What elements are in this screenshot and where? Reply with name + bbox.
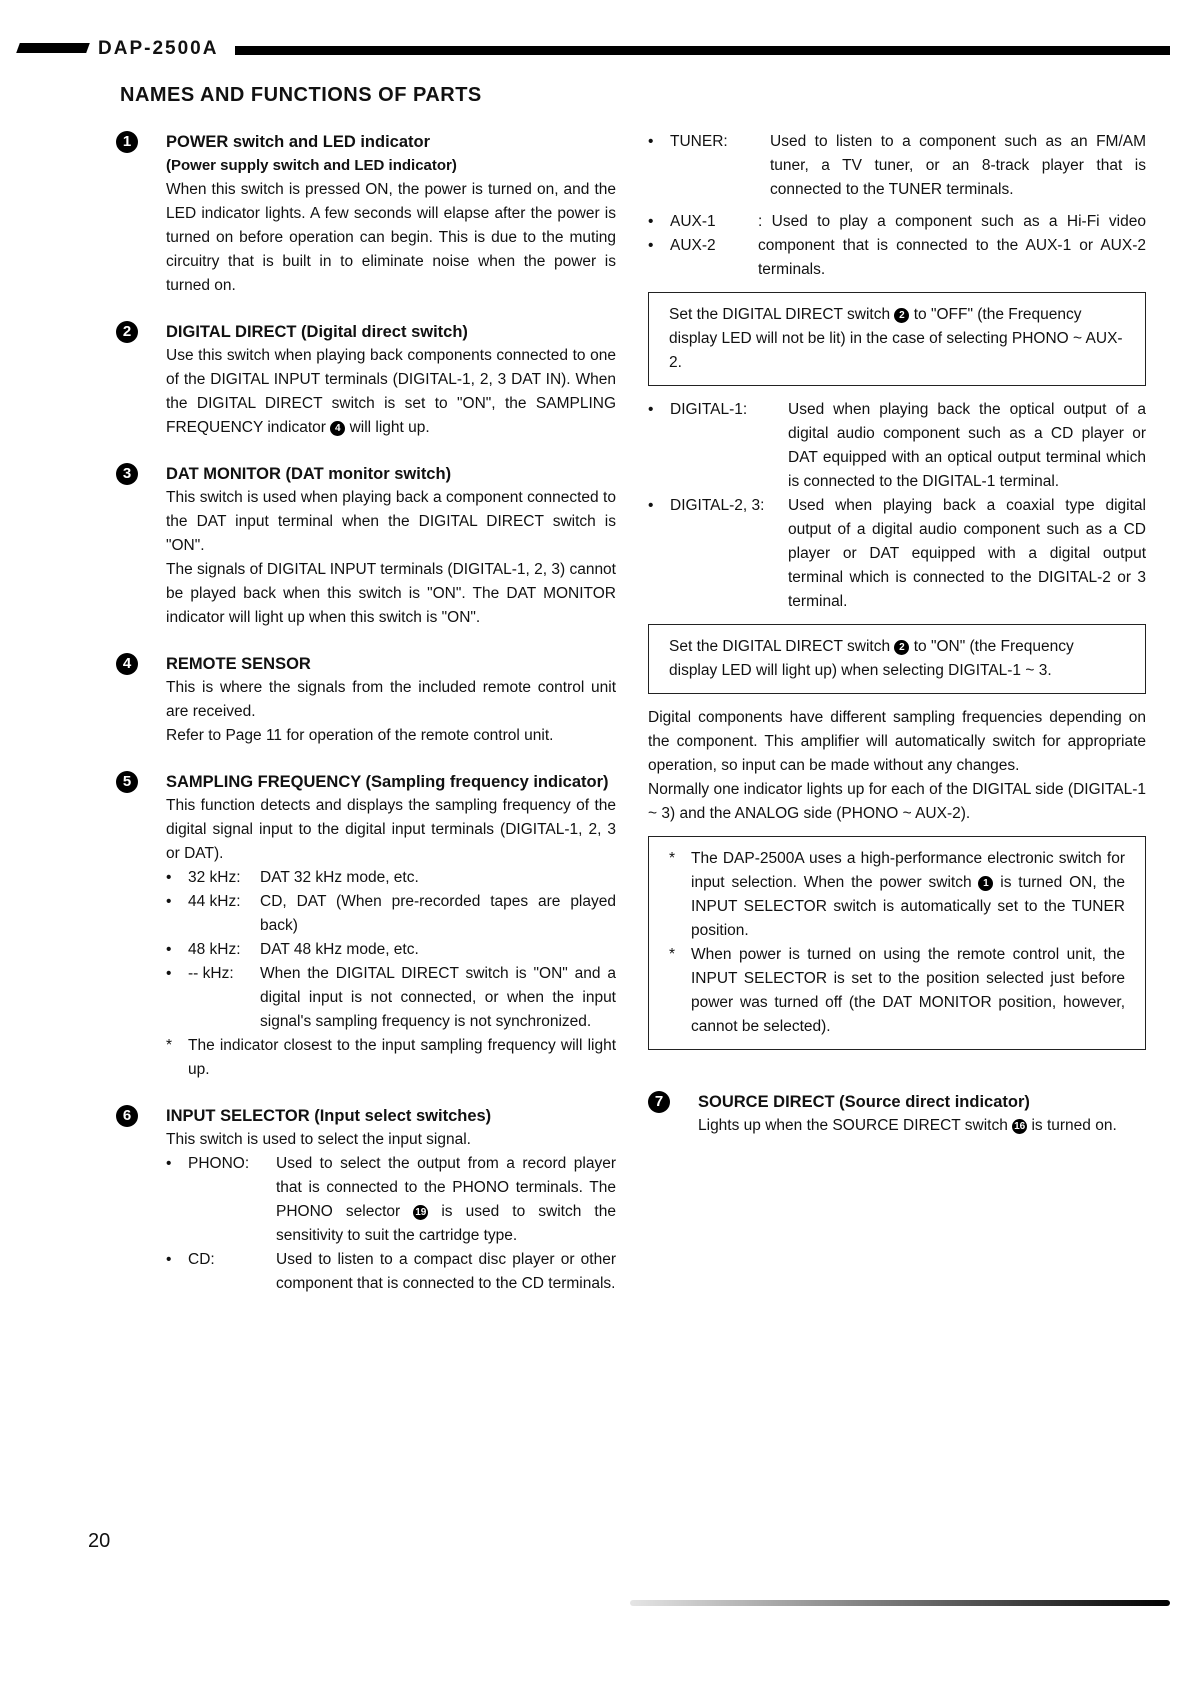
section-number-badge: 4 xyxy=(116,653,138,675)
reference-number: 16 xyxy=(1014,1121,1026,1132)
left-column xyxy=(116,130,616,1318)
item-label: AUX-1 AUX-2 xyxy=(670,213,716,254)
note-text: The indicator closest to the input sampling frequency will light up. xyxy=(188,1037,616,1078)
list-item: • TUNER: Used to listen to a component such as an FM/AM tuner, a TV tuner, or an 8-track player that is connected to the TUNER terminals. xyxy=(648,130,1146,202)
list-item: • PHONO: Used to select the output from a record player that is connected to the PHONO terminals. The PHONO selector 19 is used to switch the sensitivity to suit the cartridge type. xyxy=(166,1152,616,1248)
item-label: CD: xyxy=(188,1251,215,1268)
list-item: • -- kHz: When the DIGITAL DIRECT switch is "ON" and a digital input is not connected, or when the input signal's sampling frequency is not synchronized. xyxy=(166,962,616,1034)
list-item: • CD: Used to listen to a compact disc player or other component that is connected to the CD terminals. xyxy=(166,1248,616,1296)
item-text: : Used to play a component such as a Hi-Fi video component that is connected to the AUX-1 or AUX-2 terminals. xyxy=(758,213,1146,278)
header-bar xyxy=(10,38,1170,60)
list-item: • 44 kHz: CD, DAT (When pre-recorded tapes are played back) xyxy=(166,890,616,938)
reference-number: 19 xyxy=(415,1207,427,1218)
section-number-badge: 7 xyxy=(648,1091,670,1113)
reference-number: 4 xyxy=(330,421,345,436)
item-text: DAT 32 kHz mode, etc. xyxy=(260,869,419,886)
section-title: SOURCE DIRECT (Source direct indicator) xyxy=(698,1093,1030,1111)
section-text: Lights up when the SOURCE DIRECT switch 16 is turned on. xyxy=(698,1117,1117,1134)
item-label: 32 kHz: xyxy=(188,869,241,886)
reference-number: 1 xyxy=(978,876,993,891)
item-text: Used when playing back a coaxial type digital output of a digital audio component such as a CD player or DAT equipped with a digital output terminal which is connected to the DIGITAL-2 or 3 terminal. xyxy=(788,497,1146,610)
item-label: PHONO: xyxy=(188,1155,250,1172)
list-item: • • AUX-1 AUX-2 : Used to play a component such as a Hi-Fi video component that is connected to the AUX-1 or AUX-2 terminals. xyxy=(648,210,1146,282)
page-title: NAMES AND FUNCTIONS OF PARTS xyxy=(120,84,482,106)
section-digital-direct xyxy=(116,320,616,440)
reference-number: 2 xyxy=(894,308,909,323)
section-title: DIGITAL DIRECT (Digital direct switch) xyxy=(166,323,468,341)
item-label: -- kHz: xyxy=(188,965,234,982)
page-number: 20 xyxy=(88,1530,111,1552)
section-dat-monitor xyxy=(116,462,616,630)
section-text: This is where the signals from the included remote control unit are received. xyxy=(166,679,616,720)
section-number-badge: 6 xyxy=(116,1105,138,1127)
paragraph: Normally one indicator lights up for each of the DIGITAL side (DIGITAL-1 ~ 3) and the ANALOG side (PHONO ~ AUX-2). xyxy=(648,781,1146,822)
list-item: • DIGITAL-1: Used when playing back the optical output of a digital audio component such as a CD player or DAT equipped with an optical output terminal which is connected to the DIGITAL-1 terminal. xyxy=(648,398,1146,494)
note: * The DAP-2500A uses a high-performance electronic switch for input selection. When the power switch 1 is turned ON, the INPUT SELECTOR switch is automatically set to the TUNER position. xyxy=(669,850,1126,939)
scan-artifact xyxy=(630,1600,1170,1606)
section-sampling-frequency xyxy=(116,770,616,1082)
section-text: The signals of DIGITAL INPUT terminals (DIGITAL-1, 2, 3) cannot be played back when this switch is "ON". The DAT MONITOR indicator will light up when this switch is "ON". xyxy=(166,561,616,626)
item-label: 48 kHz: xyxy=(188,941,241,958)
section-number-badge: 1 xyxy=(116,131,138,153)
section-text: Refer to Page 11 for operation of the remote control unit. xyxy=(166,727,554,744)
section-subtitle: (Power supply switch and LED indicator) xyxy=(166,157,457,174)
text-part: Use this switch when playing back components connected to one of the DIGITAL INPUT terminals (DIGITAL-1, 2, 3 DAT IN). When the DIGITAL DIRECT switch is set to "ON", the SAMPLING FREQUENCY indicator xyxy=(166,347,616,436)
section-number-badge: 5 xyxy=(116,771,138,793)
notice-box: Set the DIGITAL DIRECT switch 2 to "OFF" (the Frequency display LED will not be lit) in the case of selecting PHONO ~ AUX-2. xyxy=(648,292,1146,386)
section-source-direct xyxy=(648,1090,1146,1138)
item-label: TUNER: xyxy=(670,133,728,150)
item-label: DIGITAL-2, 3: xyxy=(670,497,765,514)
item-text: When the DIGITAL DIRECT switch is "ON" and a digital input is not connected, or when the input signal's sampling frequency is not synchronized. xyxy=(260,965,616,1030)
section-title: SAMPLING FREQUENCY (Sampling frequency indicator) xyxy=(166,773,609,791)
item-text: DAT 48 kHz mode, etc. xyxy=(260,941,419,958)
paragraph: Digital components have different sampling frequencies depending on the component. This amplifier will automatically switch for appropriate operation, so input can be made without any changes. xyxy=(648,709,1146,774)
item-label: 44 kHz: xyxy=(188,893,241,910)
note: * The indicator closest to the input sampling frequency will light up. xyxy=(166,1034,616,1082)
item-text: Used to listen to a compact disc player or other component that is connected to the CD terminals. xyxy=(276,1251,616,1292)
section-text: This switch is used when playing back a component connected to the DAT input terminal when the DIGITAL DIRECT switch is "ON". xyxy=(166,489,616,554)
right-column xyxy=(648,130,1146,1160)
model-name: DAP-2500A xyxy=(98,38,219,59)
item-text: Used to select the output from a record player that is connected to the PHONO terminals. The PHONO selector 19 is used to switch the sensitivity to suit the cartridge type. xyxy=(276,1155,616,1244)
section-title: DAT MONITOR (DAT monitor switch) xyxy=(166,465,452,483)
section-remote-sensor xyxy=(116,652,616,748)
section-text: This function detects and displays the sampling frequency of the digital signal input to the digital input terminals (DIGITAL-1, 2, 3 or DAT). xyxy=(166,797,616,862)
section-number-badge: 3 xyxy=(116,463,138,485)
note-text: When power is turned on using the remote control unit, the INPUT SELECTOR is set to the position selected just before power was turned off (the DAT MONITOR position, however, cannot be selected). xyxy=(691,946,1125,1035)
section-number-badge: 2 xyxy=(116,321,138,343)
note: * When power is turned on using the remote control unit, the INPUT SELECTOR is set to the position selected just before power was turned off (the DAT MONITOR position, however, cannot be selected). xyxy=(669,943,1125,1039)
header-rule xyxy=(235,46,1170,55)
list-item: • DIGITAL-2, 3: Used when playing back a coaxial type digital output of a digital audio component such as a CD player or DAT equipped with a digital output terminal which is connected to the DIGITAL-2 or 3 terminal. xyxy=(648,494,1146,614)
reference-number: 2 xyxy=(894,640,909,655)
section-text: This switch is used to select the input signal. xyxy=(166,1131,471,1148)
item-text: CD, DAT (When pre-recorded tapes are played back) xyxy=(260,893,616,934)
item-text: Used when playing back the optical output of a digital audio component such as a CD player or DAT equipped with an optical output terminal which is connected to the DIGITAL-1 terminal. xyxy=(788,401,1146,490)
logo-mark-icon xyxy=(18,41,98,55)
list-item: • 48 kHz: DAT 48 kHz mode, etc. xyxy=(166,938,616,962)
item-text: Used to listen to a component such as an FM/AM tuner, a TV tuner, or an 8-track player that is connected to the TUNER terminals. xyxy=(770,133,1146,198)
notes-box xyxy=(648,836,1146,1050)
notice-box: Set the DIGITAL DIRECT switch 2 to "ON" (the Frequency display LED will light up) when selecting DIGITAL-1 ~ 3. xyxy=(648,624,1146,694)
section-title: INPUT SELECTOR (Input select switches) xyxy=(166,1107,492,1125)
text-part: will light up. xyxy=(349,419,430,436)
item-label: DIGITAL-1: xyxy=(670,401,748,418)
section-text xyxy=(166,344,616,440)
section-power xyxy=(116,130,616,298)
section-input-selector xyxy=(116,1104,616,1296)
section-title: POWER switch and LED indicator xyxy=(166,133,431,151)
section-title: REMOTE SENSOR xyxy=(166,655,311,673)
list-item: • 32 kHz: DAT 32 kHz mode, etc. xyxy=(166,866,616,890)
section-text: When this switch is pressed ON, the power is turned on, and the LED indicator lights. A few seconds will elapse after the power is turned on before operation can begin. This is due to the muting circuitry that is built in to eliminate noise when the power is turned on. xyxy=(166,181,616,294)
